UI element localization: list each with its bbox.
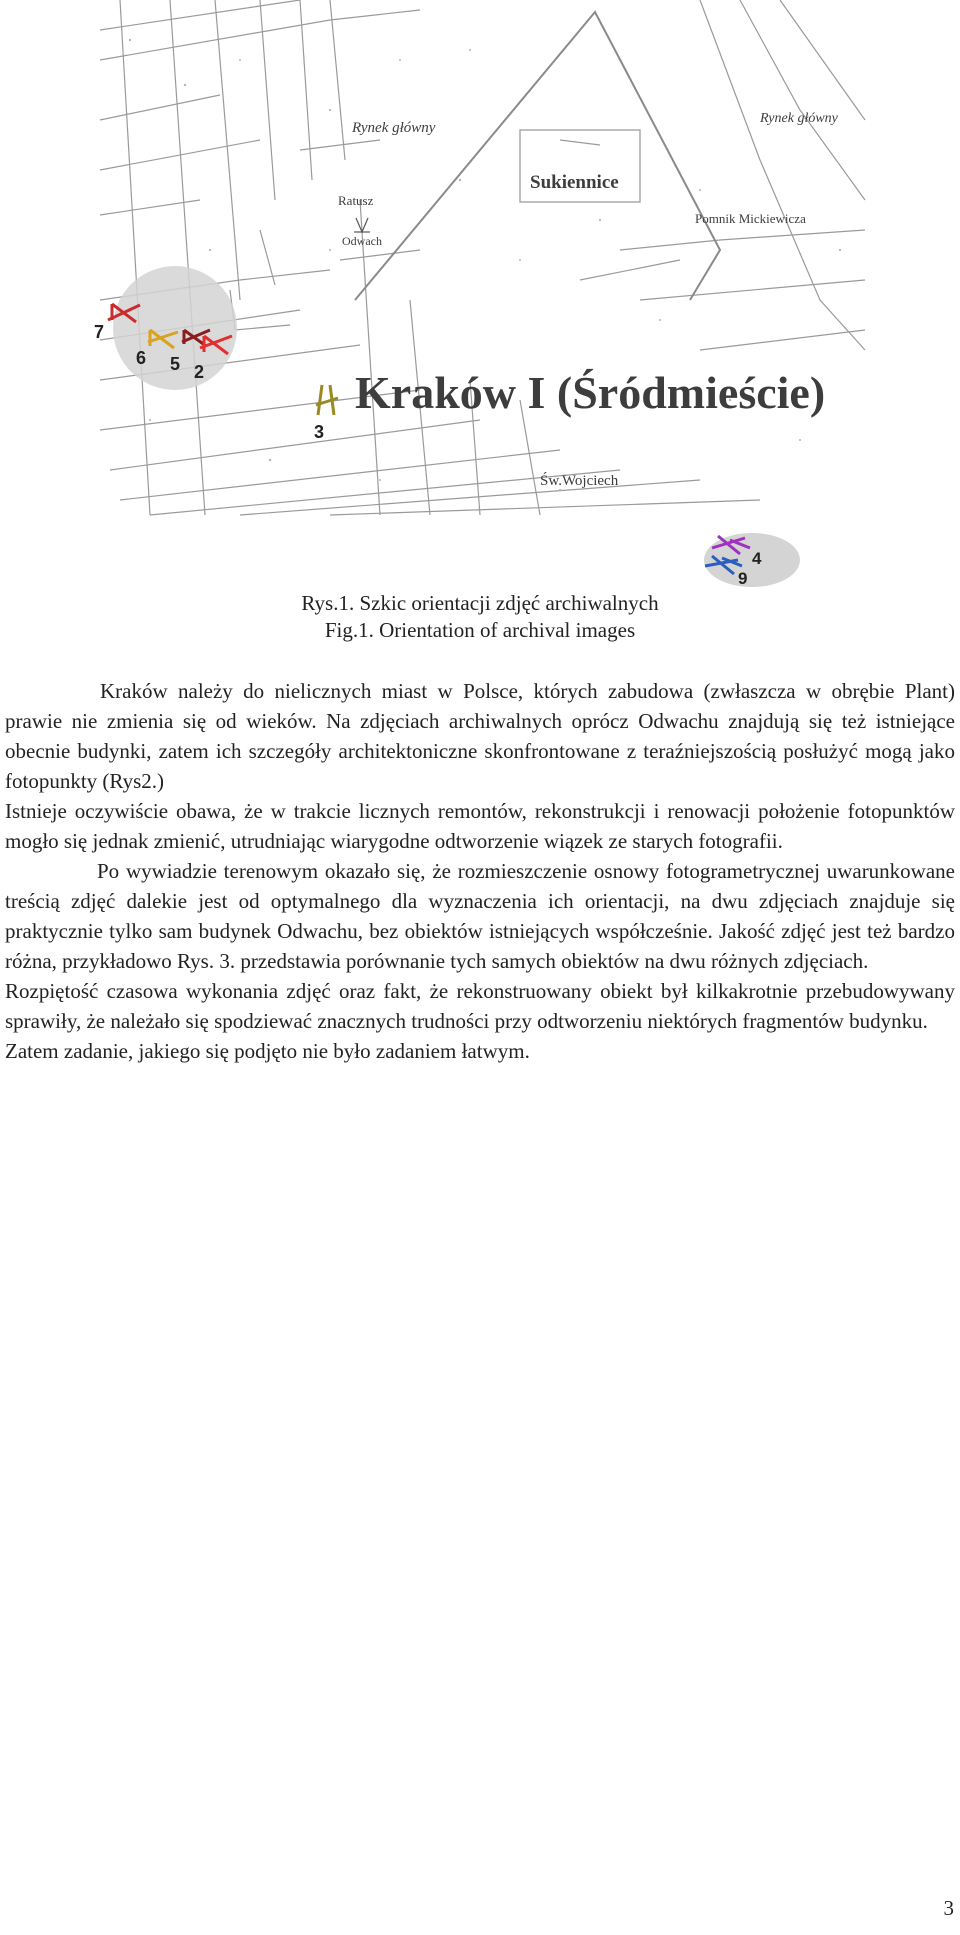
map-label-district: Kraków I (Śródmieście) bbox=[355, 367, 826, 418]
map-label-wojciech: Św.Wojciech bbox=[540, 473, 619, 489]
svg-text:2: 2 bbox=[194, 362, 205, 382]
map-label-pomnik: Pomnik Mickiewicza bbox=[695, 211, 806, 226]
map-label-rynek-left: Rynek główny bbox=[352, 120, 436, 136]
svg-text:6: 6 bbox=[136, 348, 147, 368]
paragraph-2: Istnieje oczywiście obawa, że w trakcie licznych remontów, rekonstrukcji i renowacji położenie fotopunktów mogło się jednak zmienić, utrudniając wiarygodne odtworzenie wiązek ze starych fotografii. bbox=[5, 799, 955, 853]
paragraph-4: Rozpiętość czasowa wykonania zdjęć oraz fakt, że rekonstruowany obiekt był kilkakrotnie przebudowywany sprawiły, że należało się spodziewać znacznych trudności przy odtworzeniu niektórych fragmentów budynku. bbox=[5, 979, 955, 1033]
figure-caption-polish: Rys.1. Szkic orientacji zdjęć archiwalnych bbox=[301, 591, 659, 615]
svg-text:4: 4 bbox=[752, 549, 762, 568]
map-label-rynek-right: Rynek główny bbox=[760, 111, 838, 126]
svg-text:5: 5 bbox=[170, 354, 181, 374]
archival-map-figure bbox=[0, 0, 960, 600]
figure-caption-english: Fig.1. Orientation of archival images bbox=[324, 618, 636, 642]
map-background bbox=[95, 0, 865, 515]
svg-text:9: 9 bbox=[738, 569, 748, 588]
paragraph-5: Zatem zadanie, jakiego się podjęto nie było zadaniem łatwym. bbox=[5, 1039, 530, 1063]
map-label-sukiennice: Sukiennice bbox=[530, 172, 619, 193]
svg-text:3: 3 bbox=[314, 422, 325, 442]
body-text bbox=[5, 676, 955, 1066]
paragraph-1: Kraków należy do nielicznych miast w Polsce, których zabudowa (zwłaszcza w obrębie Plant) prawie nie zmienia się od wieków. Na zdjęciach archiwalnych oprócz Odwachu znajdują się też istniejące obecnie budynki, zatem ich szczegóły architektoniczne skonfrontowane z teraźniejszością posłużyć mogą jako fotopunkty (Rys2.) bbox=[5, 679, 955, 793]
page-number: 3 bbox=[943, 1896, 954, 1920]
paragraph-3: Po wywiadzie terenowym okazało się, że rozmieszczenie osnowy fotogrametrycznej uwarunkowane treścią zdjęć dalekie jest od optymalnego dla wyznaczenia ich orientacji, na dwu zdjęciach znajduje się praktycznie tylko sam budynek Odwachu, bez obiektów istniejących współcześnie. Jakość zdjęć jest też bardzo różna, przykładowo Rys. 3. przedstawia porównanie tych samych obiektów na dwu różnych zdjęciach. bbox=[5, 859, 955, 973]
svg-text:7: 7 bbox=[94, 322, 105, 342]
map-label-ratusz: Ratusz bbox=[338, 193, 374, 208]
map-label-odwach: Odwach bbox=[342, 234, 382, 248]
